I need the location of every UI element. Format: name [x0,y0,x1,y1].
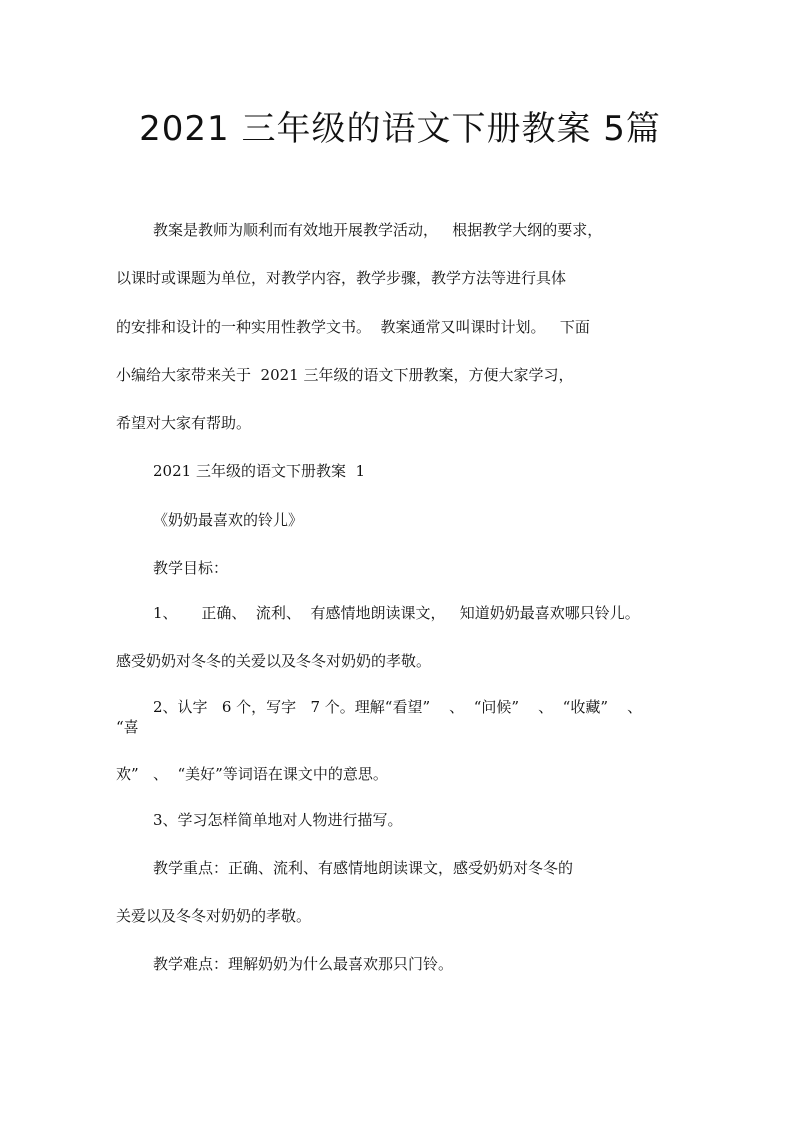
paragraph-line: 教案是教师为顺利而有效地开展教学活动， 根据教学大纲的要求， [153,221,603,239]
paragraph-line: 以课时或课题为单位，对教学内容，教学步骤，教学方法等进行具体 [116,269,567,287]
paragraph-line: 小编给大家带来关于 2021 三年级的语文下册教案，方便大家学习， [116,366,574,384]
paragraph-line: 的安排和设计的一种实用性教学文书。 教案通常又叫课时计划。 下面 [116,318,590,336]
paragraph-line: “喜 [116,718,139,736]
objective-item: 3、学习怎样简单地对人物进行描写。 [153,811,403,829]
paragraph-line: 感受奶奶对冬冬的关爱以及冬冬对奶奶的孝敬。 [116,652,432,670]
difficult-points-line: 教学难点：理解奶奶为什么最喜欢那只门铃。 [153,955,454,973]
lesson-title: 《奶奶最喜欢的铃儿》 [153,511,304,529]
document-title: 2021 三年级的语文下册教案 5篇 [139,109,661,149]
paragraph-line: 关爱以及冬冬对奶奶的孝敬。 [116,907,312,925]
paragraph-line: 欢” 、 “美好”等词语在课文中的意思。 [116,765,388,783]
objective-item: 1、 正确、 流利、 有感情地朗读课文， 知道奶奶最喜欢哪只铃儿。 [153,604,640,622]
objective-item: 2、认字 6 个，写字 7 个。理解“看望” 、 “问候” 、 “收藏” 、 [153,698,643,716]
objectives-heading: 教学目标： [153,559,229,577]
section-heading: 2021 三年级的语文下册教案 1 [153,462,366,480]
key-points-line: 教学重点：正确、流利、有感情地朗读课文，感受奶奶对冬冬的 [153,859,574,877]
paragraph-line: 希望对大家有帮助。 [116,414,252,432]
